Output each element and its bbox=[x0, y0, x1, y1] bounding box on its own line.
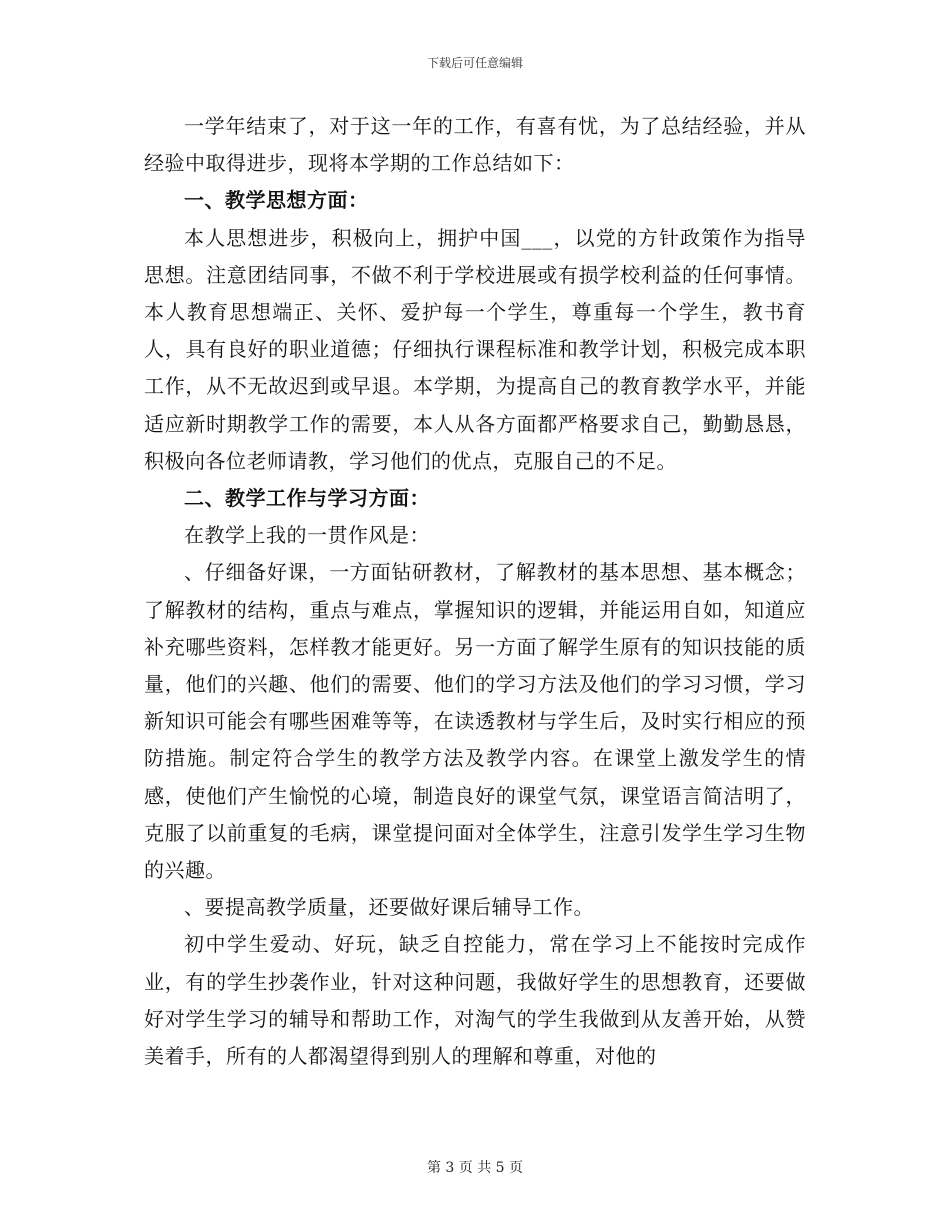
section-heading-teaching-work: 二、教学工作与学习方面： bbox=[184, 486, 430, 511]
body-paragraph: 、仔细备好课，一方面钻研教材，了解教材的基本思想、基本概念；了解教材的结构，重点与难点，掌握知识的逻辑，并能运用自如，知道应补充哪些资料，怎样教才能更好。另一方面了解学生原有的知识技能的质量，他们的兴趣、他们的需要、他们的学习方法及他们的学习习惯，学习新知识可能会有哪些困难等等，在读透教材与学生后，及时实行相应的预防措施。制定符合学生的教学方法及教学内容。在课堂上激发学生的情感，使他们产生愉悦的心境，制造良好的课堂气氛，课堂语言简洁明了，克服了以前重复的毛病，课堂提问面对全体学生，注意引发学生学习生物的兴趣。 bbox=[144, 560, 806, 883]
body-paragraph: 、要提高教学质量，还要做好课后辅导工作。 bbox=[184, 895, 594, 920]
section-heading-teaching-thought: 一、教学思想方面： bbox=[184, 188, 369, 213]
body-paragraph: 本人思想进步，积极向上，拥护中国___，以党的方针政策作为指导思想。注意团结同事，不做不利于学校进展或有损学校利益的任何事情。本人教育思想端正、关怀、爱护每一个学生，尊重每一个学生，教书育人，具有良好的职业道德；仔细执行课程标准和教学计划，积极完成本职工作，从不无故迟到或早退。本学期，为提高自己的教育教学水平，并能适应新时期教学工作的需要，本人从各方面都严格要求自己，勤勤恳恳，积极向各位老师请教，学习他们的优点，克服自己的不足。 bbox=[144, 225, 806, 473]
body-paragraph: 在教学上我的一贯作风是： bbox=[184, 523, 430, 548]
body-paragraph: 初中学生爱动、好玩，缺乏自控能力，常在学习上不能按时完成作业，有的学生抄袭作业，针对这种问题，我做好学生的思想教育，还要做好对学生学习的辅导和帮助工作，对淘气的学生我做到从友善开始，从赞美着手，所有的人都渴望得到别人的理解和尊重，对他的 bbox=[144, 932, 806, 1069]
intro-paragraph: 一学年结束了，对于这一年的工作，有喜有忧，为了总结经验，并从经验中取得进步，现将本学期的工作总结如下： bbox=[144, 114, 806, 176]
document-body bbox=[144, 108, 806, 1075]
page-header: 下载后可任意编辑 bbox=[426, 56, 523, 70]
page-footer: 第 3 页 共 5 页 bbox=[426, 1160, 524, 1176]
